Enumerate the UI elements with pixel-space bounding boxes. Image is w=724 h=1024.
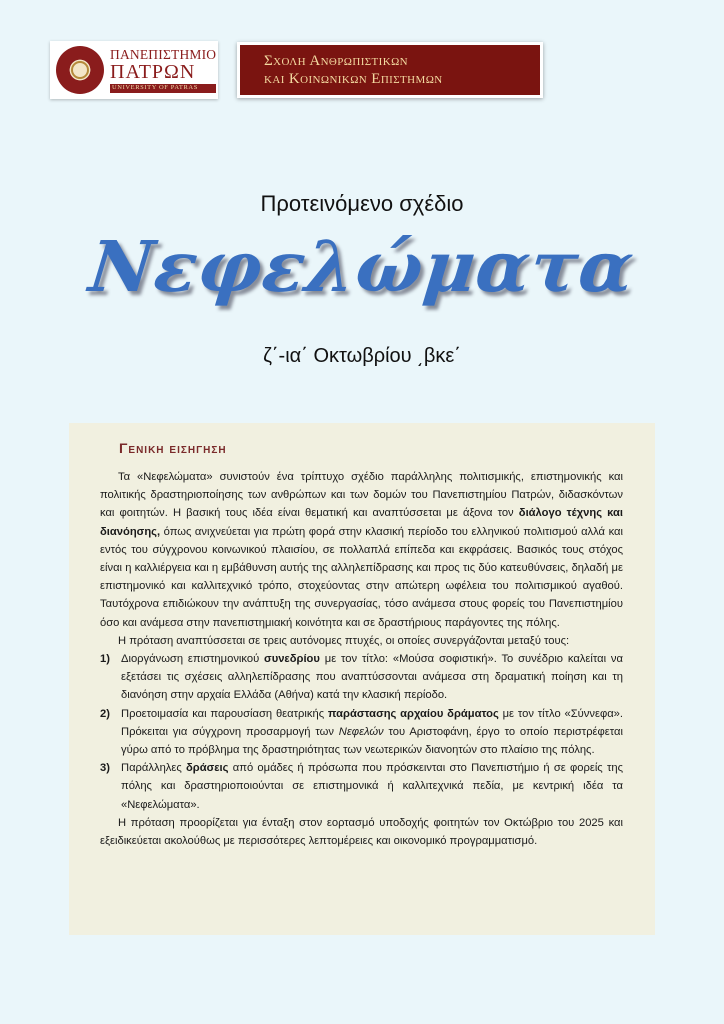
list-item-text: Προετοιμασία και παρουσίαση θεατρικής (121, 707, 328, 720)
list-item-number: 3) (100, 762, 110, 775)
university-name-line2: ΠΑΤΡΩΝ (110, 61, 196, 83)
list-item-text: με τον τίτλο «Σύννεφα». Πρόκειται για σύγχρονη προσαρμογή των (121, 707, 623, 738)
intro-text-a: Τα «Νεφελώματα» συνιστούν ένα τρίπτυχο σχέδιο παράλληλης πολιτισμικής, επιστημονικής και πολιτικής δραστηριοποίησης των ανθρώπων και των δομών του Πανεπιστημίου Πατρών, διδασκόντων και φοιτητών. Η βασική τους ιδέα είναι θεματική και αναπτύσσεται με άξονα τον (100, 471, 623, 520)
list-item-text: του Αριστοφάνη, έργο το οποίο περιστρέφεται γύρω από το πρόβλημα της δραστηριότητας των νεωτερικών διανοητών στο πλαίσιο της πόλης. (121, 725, 623, 757)
proposal-paragraph: Η πρόταση αναπτύσσεται σε τρεις αυτόνομες πτυχές, οι οποίες συνεργάζονται μεταξύ τους: (118, 634, 570, 647)
list-item-number: 2) (100, 707, 110, 720)
university-name (110, 48, 216, 93)
list-item (100, 759, 623, 814)
proposal-list (100, 650, 623, 814)
university-name-english: UNIVERSITY OF PATRAS (110, 84, 216, 93)
intro-paragraph (100, 468, 623, 632)
event-date: ζ΄-ια΄ Οκτωβρίου ͵βκε΄ (263, 345, 461, 367)
list-item-text: Διοργάνωση επιστημονικού (121, 653, 265, 666)
list-item-text: από ομάδες ή πρόσωπα που πρόσκεινται στο Πανεπιστήμιο ή σε φορείς της πόλης και δραστηριοποιούνται σε επιστημονικά ή καλλιτεχνικά πεδία, με κεντρική ιδέα τα «Νεφελώματα». (121, 762, 623, 811)
content-box (69, 423, 655, 935)
school-name-line1: Σχολη Ανθρωπιστικων (264, 53, 409, 69)
document-subtitle: Προτεινόμενο σχέδιο (260, 191, 464, 216)
list-item (100, 650, 623, 705)
list-item-bold: δράσεις (186, 762, 229, 775)
section-heading: Γενικη εισηγηση (119, 440, 227, 456)
list-item-bold: συνεδρίου (264, 653, 320, 666)
list-item-number: 1) (100, 653, 110, 666)
list-item (100, 705, 623, 760)
document-title: Νεφελώματα (85, 225, 639, 308)
list-item-italic: Νεφελών (338, 725, 384, 738)
university-logo (50, 41, 218, 99)
university-name-line1: ΠΑΝΕΠΙΣΤΗΜΙΟ (110, 46, 217, 62)
intro-text-bold: διάλογο τέχνης και διανόησης, (100, 507, 623, 538)
school-banner (237, 42, 543, 98)
school-name-line2: και Κοινωνικων Επιστημων (264, 71, 443, 87)
list-item-text: με τον τίτλο: «Μούσα σοφιστική». Το συνέδριο καλείται να εξετάσει τις σχέσεις αλληλεπίδρασης που αναπτύσσονται ανάμεσα στη δραματική ποίηση και τη διανόηση στην αρχαία Ελλάδα (Αθήνα) κατά την κλασική περίοδο. (121, 653, 623, 702)
intro-text-c: όπως ανιχνεύεται για πρώτη φορά στην κλασική περίοδο του ελληνικού πολιτισμού αλλά και εντός του σύγχρονου κοινωνικού πλαισίου, σε πολλαπλά επίπεδα και εκφράσεις. Βασικός τους στόχος είναι η καλλιέργεια και η εμβάθυνση αυτής της αλληλεπίδρασης και προς τις δύο κατευθύνσεις, δηλαδή με επιστημονικό και καλλιτεχνικό τρόπο, στοχεύοντας στην απώτερη ωφέλεια του πολιτισμικού αγαθού. Ταυτόχρονα επιδιώκουν την ανάπτυξη της συνεργασίας, τόσο ανάμεσα στους φορείς του Πανεπιστημίου όσο και ανάμεσα στην πανεπιστημιακή κοινότητα και σε δραστήριους παράγοντες της πόλης. (100, 525, 623, 629)
closing-paragraph: Η πρόταση προορίζεται για ένταξη στον εορτασμό υποδοχής φοιτητών τον Οκτώβριο του 2025 και εξειδικεύεται ακολούθως με περισσότερες λεπτομέρειες και οικονομικό προγραμματισμό. (100, 816, 623, 848)
list-item-text: Παράλληλες (121, 762, 187, 775)
list-item-bold: παράστασης αρχαίου δράματος (327, 707, 499, 720)
university-seal-icon (56, 46, 104, 94)
